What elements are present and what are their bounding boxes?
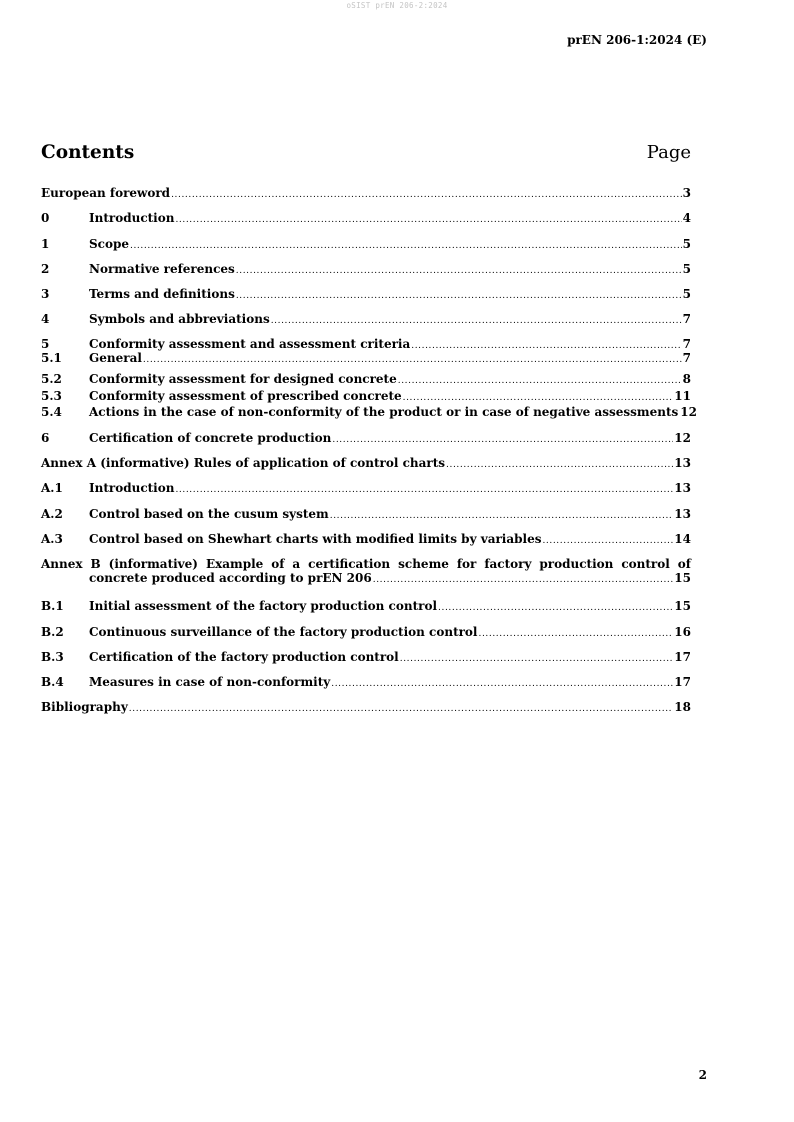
- toc-entry-text: Certification of the factory production control: [89, 650, 399, 664]
- toc-entry-number: B.3: [41, 650, 64, 664]
- toc-entry[interactable]: [41, 312, 691, 326]
- toc-entry-word: Annex: [41, 557, 83, 571]
- toc-entry-page: 15: [674, 571, 691, 585]
- toc-entry-page: 12: [680, 405, 697, 419]
- toc-entry-number: 2: [41, 262, 50, 276]
- toc-entry[interactable]: [41, 700, 691, 714]
- toc-entry-text: European foreword: [41, 186, 171, 200]
- toc-entry[interactable]: [41, 211, 691, 225]
- toc-entry-page: 7: [682, 312, 691, 326]
- toc-entry[interactable]: [41, 675, 691, 689]
- toc-entry-number: 1: [41, 237, 50, 251]
- toc-leader-dots: [542, 534, 673, 548]
- toc-entry-text: Introduction: [89, 211, 175, 225]
- toc-leader-dots: [400, 652, 674, 666]
- toc-entry[interactable]: [41, 405, 697, 419]
- toc-leader-dots: [332, 433, 673, 447]
- toc-entry-page: 17: [674, 675, 691, 689]
- toc-entry-page: 11: [674, 389, 691, 403]
- toc-entry-text: Conformity assessment and assessment criteria: [89, 337, 411, 351]
- toc-leader-dots: [130, 239, 682, 253]
- toc-leader-dots: [403, 391, 674, 405]
- toc-leader-dots: [446, 458, 673, 472]
- toc-entry-page: 7: [682, 337, 691, 351]
- toc-entry[interactable]: [41, 262, 691, 276]
- toc-leader-dots: [398, 374, 682, 388]
- toc-entry-page: 14: [674, 532, 691, 546]
- toc-entry-text: Conformity assessment for designed concrete: [89, 372, 397, 386]
- toc-entry-number: B.1: [41, 599, 64, 613]
- toc-entry[interactable]: [41, 625, 691, 639]
- toc-leader-dots: [438, 601, 673, 615]
- toc-entry-page: 15: [674, 599, 691, 613]
- toc-entry-text: Symbols and abbreviations: [89, 312, 270, 326]
- toc-leader-dots: [175, 483, 673, 497]
- toc-entry[interactable]: [41, 481, 691, 495]
- toc-leader-dots: [479, 627, 674, 641]
- toc-page-label: Page: [646, 142, 691, 163]
- toc-entry-text: Initial assessment of the factory production control: [89, 599, 438, 613]
- toc-entry-text: Control based on Shewhart charts with modified limits by variables: [89, 532, 542, 546]
- toc-leader-dots: [271, 314, 682, 328]
- toc-entry-page: 5: [682, 262, 691, 276]
- toc-entry-number: 5.1: [41, 351, 62, 365]
- toc-entry-page: 13: [674, 481, 691, 495]
- toc-entry-text: Bibliography: [41, 700, 128, 714]
- toc-entry-number: 3: [41, 287, 50, 301]
- toc-entry-word: for: [456, 557, 477, 571]
- toc-entry-page: 4: [682, 211, 691, 225]
- toc-entry-page: 5: [682, 287, 691, 301]
- toc-entry-text: General: [89, 351, 142, 365]
- toc-entry[interactable]: [41, 237, 691, 251]
- toc-entry[interactable]: [41, 599, 691, 613]
- toc-entry[interactable]: [41, 337, 691, 351]
- toc-entry-word: B: [90, 557, 101, 571]
- toc-entry[interactable]: [41, 431, 691, 445]
- toc-entry-number: 5.2: [41, 372, 62, 386]
- toc-entry-word: of: [271, 557, 285, 571]
- toc-entry-page: 17: [674, 650, 691, 664]
- toc-entry-page: 13: [674, 456, 691, 470]
- toc-entry-text: Terms and definitions: [89, 287, 235, 301]
- toc-entry-text: concrete produced according to prEN 206: [89, 571, 372, 585]
- toc-entry-number: 6: [41, 431, 50, 445]
- toc-entry[interactable]: [41, 186, 691, 200]
- toc-entry-number: 5.4: [41, 405, 62, 419]
- toc-entry-number: B.4: [41, 675, 64, 689]
- toc-entry[interactable]: [41, 557, 691, 585]
- toc-entry-text: Control based on the cusum system: [89, 507, 329, 521]
- toc-entry-number: A.2: [41, 507, 63, 521]
- toc-header: [41, 142, 691, 163]
- toc-entry[interactable]: [41, 372, 691, 386]
- toc-entry-number: 5.3: [41, 389, 62, 403]
- document-id: prEN 206-1:2024 (E): [567, 33, 707, 47]
- toc-entry-word: factory: [484, 557, 532, 571]
- toc-entry-number: A.1: [41, 481, 63, 495]
- toc-entry-word: a: [292, 557, 301, 571]
- toc-leader-dots: [330, 509, 674, 523]
- toc-entry-page: 18: [674, 700, 691, 714]
- toc-entry-page: 7: [682, 351, 691, 365]
- toc-entry-text: Annex A (informative) Rules of application of control charts: [41, 456, 446, 470]
- toc-entry-word: production: [539, 557, 614, 571]
- toc-entry-number: 4: [41, 312, 50, 326]
- toc-entry-word: scheme: [398, 557, 449, 571]
- page-number: 2: [698, 1068, 707, 1082]
- toc-entry-page: 16: [674, 625, 691, 639]
- toc-entry-page: 5: [682, 237, 691, 251]
- toc-entry[interactable]: [41, 389, 691, 403]
- toc-entry-word: Example: [205, 557, 264, 571]
- watermark: oSIST prEN 206-2:2024: [346, 1, 448, 10]
- toc-entry-text: Certification of concrete production: [89, 431, 332, 445]
- toc-entry-page: 8: [682, 372, 691, 386]
- toc-leader-dots: [373, 573, 674, 587]
- toc-entry-text: Actions in the case of non-conformity of the product or in case of negative assessments: [89, 405, 679, 419]
- toc-entry-number: 5: [41, 337, 50, 351]
- toc-leader-dots: [236, 289, 682, 303]
- toc-entry[interactable]: [41, 650, 691, 664]
- toc-entry-word: of: [677, 557, 691, 571]
- toc-entry-page: 12: [674, 431, 691, 445]
- toc-entry-text: Conformity assessment of prescribed concrete: [89, 389, 402, 403]
- toc-entry-text: Normative references: [89, 262, 235, 276]
- toc-entry-word: control: [621, 557, 670, 571]
- toc-entry-line-1: [41, 557, 691, 571]
- toc-entry[interactable]: [41, 507, 691, 521]
- toc-entry-word: (informative): [108, 557, 198, 571]
- toc-entry-text: Measures in case of non-conformity: [89, 675, 331, 689]
- toc-entry[interactable]: [41, 351, 691, 365]
- toc-leader-dots: [129, 702, 674, 716]
- toc-leader-dots: [331, 677, 673, 691]
- toc-leader-dots: [143, 353, 682, 367]
- toc-leader-dots: [236, 264, 682, 278]
- toc-entry-word: certification: [308, 557, 391, 571]
- toc-entry-page: 13: [674, 507, 691, 521]
- toc-entry-text: Continuous surveillance of the factory production control: [89, 625, 478, 639]
- toc-entry[interactable]: [41, 456, 691, 470]
- toc-leader-dots: [171, 188, 682, 202]
- toc-entry-number: 0: [41, 211, 50, 225]
- toc-entry[interactable]: [41, 287, 691, 301]
- toc-leader-dots: [175, 213, 681, 227]
- toc-entry-text: Introduction: [89, 481, 175, 495]
- toc-entry[interactable]: [41, 532, 691, 546]
- toc-entry-number: B.2: [41, 625, 64, 639]
- toc-entry-text: Scope: [89, 237, 130, 251]
- toc-title: Contents: [41, 142, 135, 163]
- toc-entry-page: 3: [682, 186, 691, 200]
- toc-entry-number: A.3: [41, 532, 63, 546]
